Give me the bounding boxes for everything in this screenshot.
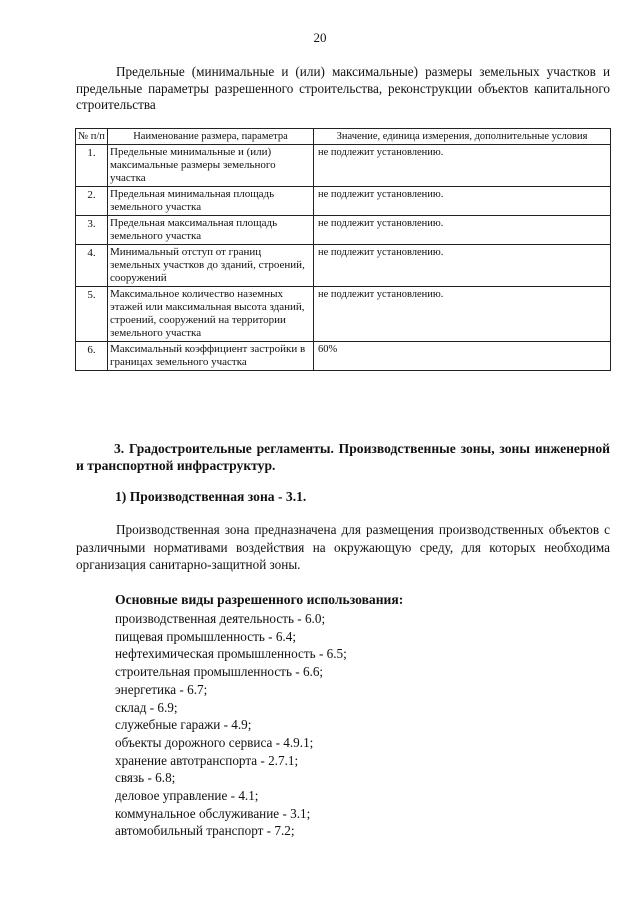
row-number: 3. [76,216,108,245]
list-item: объекты дорожного сервиса - 4.9.1; [115,734,314,750]
header-number: № п/п [76,129,108,145]
row-parameter-name: Предельная минимальная площадь земельного участка [108,187,314,216]
table-row [76,287,611,342]
row-parameter-name: Предельная максимальная площадь земельного участка [108,216,314,245]
row-parameter-value: не подлежит установлению. [314,145,611,187]
table-header-row [76,129,611,145]
list-item: хранение автотранспорта - 2.7.1; [115,752,299,768]
row-parameter-name: Минимальный отступ от границ земельных участков до зданий, строений, сооружений [108,245,314,287]
table-row [76,245,611,287]
page-number: 20 [313,30,327,45]
table-row [76,342,611,371]
row-number: 2. [76,187,108,216]
header-parameter-name: Наименование размера, параметра [108,129,314,145]
row-parameter-name: Максимальное количество наземных этажей или максимальная высота зданий, строений, сооружений на территории земельного участка [108,287,314,342]
list-item: производственная деятельность - 6.0; [115,611,326,626]
permitted-uses-list [115,610,347,840]
row-parameter-value: не подлежит установлению. [314,187,611,216]
header-parameter-value: Значение, единица измерения, дополнительные условия [314,129,611,145]
row-parameter-name: Максимальный коэффициент застройки в границах земельного участка [108,342,314,371]
section-heading: 3. Градостроительные регламенты. Производственные зоны, зоны инженерной и транспортной инфраструктур. [76,441,610,473]
row-number: 6. [76,342,108,371]
zone-description: Производственная зона предназначена для размещения производственных объектов с различными нормативами воздействия на окружающую среду, для которых необходима организация санитарно-защитной зоны. [76,522,610,572]
row-parameter-name: Предельные минимальные и (или) максимальные размеры земельного участка [108,145,314,187]
list-item: связь - 6.8; [115,770,176,786]
row-parameter-value: не подлежит установлению. [314,245,611,287]
zone-heading: 1) Производственная зона - 3.1. [115,489,307,504]
permitted-uses-heading: Основные виды разрешенного использования: [115,592,404,607]
list-item: деловое управление - 4.1; [115,788,259,804]
list-item: строительная промышленность - 6.6; [115,664,324,680]
list-item: энергетика - 6.7; [115,681,208,697]
row-number: 5. [76,287,108,342]
list-item: нефтехимическая промышленность - 6.5; [115,646,347,662]
intro-paragraph: Предельные (минимальные и (или) максимальные) размеры земельных участков и предельные параметры разрешенного строительства, реконструкции объектов капитального строительства [76,64,610,112]
row-number: 1. [76,145,108,187]
list-item: пищевая промышленность - 6.4; [115,628,296,644]
parameters-table [75,128,611,371]
table-row [76,145,611,187]
table-row [76,216,611,245]
list-item: служебные гаражи - 4.9; [115,717,252,733]
row-parameter-value: 60% [314,342,611,371]
list-item: коммунальное обслуживание - 3.1; [115,805,311,821]
table-row [76,187,611,216]
row-number: 4. [76,245,108,287]
row-parameter-value: не подлежит установлению. [314,216,611,245]
row-parameter-value: не подлежит установлению. [314,287,611,342]
list-item: автомобильный транспорт - 7.2; [115,823,295,839]
list-item: склад - 6.9; [115,699,178,715]
